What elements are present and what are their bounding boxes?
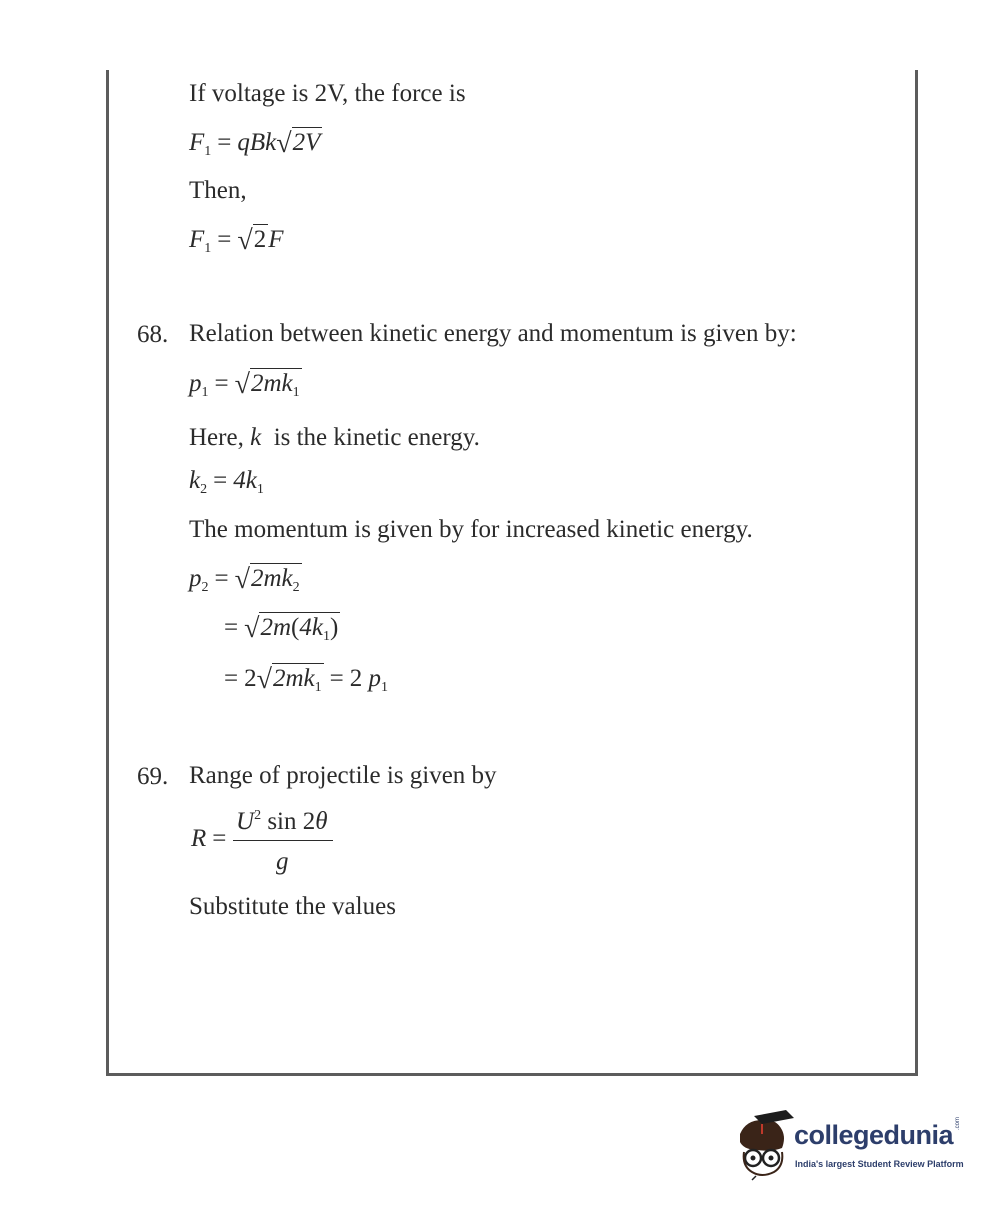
q69-line1: Substitute the values <box>189 893 396 920</box>
q68-eq3: $p_2 = √2mk_2$ <box>189 564 300 595</box>
q69-fraction-bar <box>233 840 333 841</box>
q69-eq1-denominator: g <box>276 848 289 875</box>
q69-eq1-lhs: R = <box>191 825 227 852</box>
q68-heading: Relation between kinetic energy and momentum is given by: <box>189 320 797 347</box>
q68-eq4: = $√2m(4k_1)$ <box>224 613 339 644</box>
q68-number: 68. <box>137 321 169 348</box>
q69-eq1-numerator: $U^2$ sin 2θ <box>236 808 328 835</box>
q67-eq1: $F_1 = qBk√2V$ <box>189 128 321 159</box>
brand-dotcom: .com <box>955 1116 961 1130</box>
q67-then: Then, <box>189 177 247 204</box>
q68-eq5: = $2√2mk_1 = 2$ $p_1$ <box>224 664 388 695</box>
q68-line2: The momentum is given by for increased kinetic energy. <box>189 516 753 543</box>
q67-eq2: $F_1 = √2F$ <box>189 225 284 256</box>
q69-number: 69. <box>137 763 169 790</box>
q67-line1: If voltage is 2V, the force is <box>189 80 466 107</box>
brand-name: collegedunia <box>794 1120 954 1150</box>
q69-heading: Range of projectile is given by <box>189 762 497 789</box>
q68-eq1: $p_1 = √2mk_1$ <box>189 369 300 400</box>
brand-tagline: India's largest Student Review Platform <box>795 1159 964 1169</box>
q68-eq2: $k_2 = 4k_1$ <box>189 467 264 497</box>
q68-here-line: Here, k is the kinetic energy. <box>189 424 480 451</box>
